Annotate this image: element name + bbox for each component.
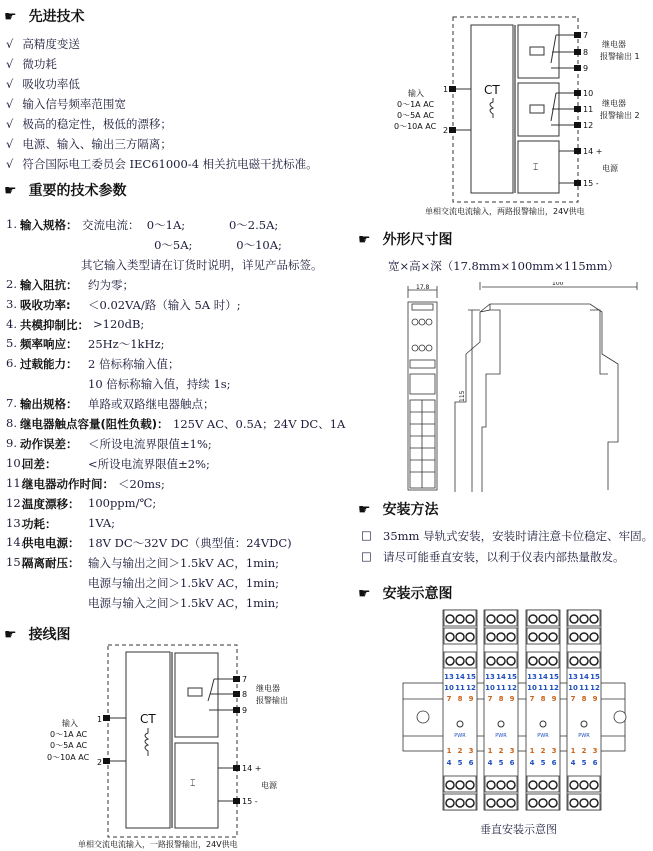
range-5a: 0～5A AC: [50, 741, 88, 750]
terminal-number: 2: [457, 747, 463, 755]
terminal-number: 11: [455, 684, 465, 692]
param-key: 吸收功率:: [20, 297, 71, 312]
terminal-14: 14 +: [583, 147, 603, 156]
param-key: 继电器动作时间：: [22, 476, 114, 491]
range-5a: 0～5A AC: [397, 111, 435, 120]
param-key: 功耗：: [22, 516, 57, 531]
pwr-label: PWR: [537, 733, 549, 739]
terminal-number: 8: [498, 695, 504, 703]
install-caption: 垂直安装示意图: [480, 823, 557, 836]
param-value: 单路或双路继电器触点；: [88, 397, 215, 412]
terminal-number: 13: [568, 673, 578, 681]
feature-text: 高精度变送: [22, 37, 80, 51]
checkbox-icon: □: [361, 549, 372, 563]
terminal-number: 1: [570, 747, 576, 755]
terminal-number: 15: [549, 673, 559, 681]
terminal-number: 7: [529, 695, 535, 703]
range-10a: 0～10A AC: [394, 122, 437, 131]
param-number: 4.: [6, 316, 17, 331]
height-dim: 115: [459, 390, 466, 402]
check-icon: √: [6, 117, 14, 131]
terminal-9: 9: [242, 706, 248, 715]
param-number: 5.: [6, 336, 17, 351]
param-value: ＜20ms;: [118, 476, 165, 491]
terminal-number: 4: [446, 759, 452, 767]
terminal-number: 7: [570, 695, 576, 703]
terminal-number: 5: [581, 759, 587, 767]
terminal-8: 8: [583, 48, 589, 57]
terminal-10: 10: [583, 89, 594, 98]
feature-item: [6, 76, 80, 92]
terminal-number: 12: [466, 684, 476, 692]
param-key: 隔离耐压：: [22, 556, 80, 571]
param-key: 频率响应：: [20, 337, 78, 352]
param-key: 共模抑制比：: [20, 317, 89, 332]
param-key: 温度漂移：: [22, 496, 80, 511]
relay-block: [175, 653, 218, 737]
transformer-icon: ⌶: [533, 163, 539, 173]
param-value: 10 倍标称输入值，持续 1s;: [88, 377, 231, 392]
terminal-number: 5: [498, 759, 504, 767]
power-label: 电源: [602, 164, 618, 173]
terminal-number: 14: [455, 673, 465, 681]
install-diagram: [395, 600, 653, 815]
terminal-number: 2: [581, 747, 587, 755]
terminal-number: 6: [592, 759, 598, 767]
param-value: 125V AC、0.5A；24V DC、1A: [173, 417, 346, 431]
param-number: 7.: [6, 396, 17, 411]
pointing-hand-icon: ☛: [358, 502, 371, 518]
param-number: 11.: [6, 475, 25, 490]
param-value: 2 倍标称输入值；: [88, 357, 180, 372]
feature-text: 电源、输入、输出三方隔离；: [22, 137, 172, 151]
front-view: [408, 302, 437, 490]
param-number: 6.: [6, 356, 17, 371]
pointing-hand-icon: ☛: [358, 232, 371, 248]
terminal-number: 6: [551, 759, 557, 767]
relay1-label-2: 报警输出 1: [600, 52, 640, 61]
input-label: 输入: [408, 89, 424, 98]
terminal-number: 6: [468, 759, 474, 767]
feature-item: [6, 156, 318, 172]
terminal-number: 4: [487, 759, 493, 767]
terminal-number: 15: [590, 673, 600, 681]
param-number: 9.: [6, 435, 17, 450]
param-key: 动作误差：: [20, 436, 78, 451]
feature-item: [6, 56, 57, 72]
terminal-number: 11: [538, 684, 548, 692]
terminal-number: 14: [538, 673, 548, 681]
side-view: [455, 304, 618, 492]
param-value: 交流电流： 0～1A; 0～2.5A;: [82, 218, 279, 232]
terminal-2: 2: [97, 758, 103, 767]
terminal-number: 12: [549, 684, 559, 692]
terminal-number: 8: [581, 695, 587, 703]
param-value: 18V DC～32V DC（典型值：24VDC): [88, 536, 292, 551]
pwr-label: PWR: [578, 733, 590, 739]
terminal-1: 1: [97, 715, 103, 724]
range-1a: 0～1A AC: [50, 730, 88, 739]
terminal-number: 12: [507, 684, 517, 692]
param-key: 继电器触点容量(阻性负载)：: [20, 417, 169, 431]
terminal-9: 9: [583, 64, 589, 73]
pointing-hand-icon: ☛: [4, 627, 17, 643]
terminal-number: 8: [540, 695, 546, 703]
feature-text: 吸收功率低: [22, 77, 80, 91]
wiring-diagram-dual: [350, 0, 653, 222]
pwr-label: PWR: [495, 733, 507, 739]
ct-label: CT: [140, 712, 156, 726]
terminal-number: 9: [509, 695, 515, 703]
terminal-number: 7: [446, 695, 452, 703]
wiring-diagram-single: [0, 640, 350, 851]
range-1a: 0～1A AC: [397, 100, 435, 109]
terminal-number: 3: [468, 747, 474, 755]
param-number: 12.: [6, 495, 25, 510]
param-value: <所设电流界限值±2%;: [88, 456, 210, 471]
terminal-number: 10: [568, 684, 578, 692]
terminal-number: 1: [446, 747, 452, 755]
terminal-11: 11: [583, 105, 594, 114]
terminal-number: 8: [457, 695, 463, 703]
terminal-8: 8: [242, 690, 248, 699]
param-value: ＜0.02VA/路（输入 5A 时）;: [88, 297, 241, 312]
param-key: 过载能力：: [20, 357, 78, 372]
feature-text: 微功耗: [22, 57, 57, 71]
install-item: 35mm 导轨式安装，安装时请注意卡位稳定、牢固。: [383, 529, 653, 543]
install-diagram-heading: ☛ 安装示意图: [358, 586, 453, 602]
depth-dim: 100: [552, 282, 564, 287]
features-heading: ☛ 先进技术: [4, 9, 85, 25]
transformer-icon: ⌶: [190, 779, 196, 789]
terminal-number: 5: [457, 759, 463, 767]
ct-block: [471, 25, 513, 193]
check-icon: √: [6, 37, 14, 51]
power-block: [518, 141, 559, 193]
param-number: 1.: [6, 217, 17, 231]
terminal-number: 10: [485, 684, 495, 692]
terminal-number: 13: [527, 673, 537, 681]
coil-icon: [490, 98, 493, 118]
param-value: 约为零；: [88, 277, 134, 292]
relay2-label-2: 报警输出 2: [600, 111, 640, 120]
terminal-2: 2: [443, 126, 449, 135]
pwr-label: PWR: [454, 733, 466, 739]
param-value: 25Hz～1kHz;: [88, 337, 165, 352]
relay2-label: 继电器: [602, 99, 626, 108]
param-number: 13.: [6, 515, 25, 530]
terminal-number: 13: [485, 673, 495, 681]
param-value: 电源与输出之间＞1.5kV AC，1min;: [88, 576, 280, 591]
relay1-label: 继电器: [602, 40, 626, 49]
param-number: 10.: [6, 455, 25, 470]
terminal-number: 7: [487, 695, 493, 703]
dimensions-text: 宽×高×深（17.8mm×100mm×115mm）: [388, 259, 619, 273]
coil-icon: [145, 728, 148, 756]
wiring-caption: 单相交流电流输入，两路报警输出，24V供电: [425, 207, 585, 216]
terminal-number: 5: [540, 759, 546, 767]
module: [526, 610, 560, 810]
feature-text: 极高的稳定性，极低的漂移；: [22, 117, 172, 131]
param-value: 输入与输出之间＞1.5kV AC，1min;: [88, 556, 280, 571]
params-heading: ☛ 重要的技术参数: [4, 183, 127, 199]
terminal-number: 4: [529, 759, 535, 767]
param-key: 回差：: [22, 456, 57, 471]
param-value: ＜所设电流界限值±1%;: [88, 436, 212, 451]
terminal-number: 6: [509, 759, 515, 767]
check-icon: √: [6, 157, 14, 171]
param-number: 3.: [6, 296, 17, 311]
terminal-number: 3: [551, 747, 557, 755]
param-number: 2.: [6, 276, 17, 291]
check-icon: √: [6, 77, 14, 91]
param-number: 15.: [6, 555, 25, 570]
relay-label: 继电器: [256, 684, 280, 693]
terminal-number: 1: [487, 747, 493, 755]
relay-coil-icon: [530, 47, 544, 55]
terminal-15: 15 -: [583, 179, 599, 188]
terminal-number: 12: [590, 684, 600, 692]
pointing-hand-icon: ☛: [358, 586, 371, 602]
terminal-1: 1: [443, 85, 449, 94]
terminal-7: 7: [242, 675, 248, 684]
terminal-number: 4: [570, 759, 576, 767]
terminal-number: 15: [466, 673, 476, 681]
param-value: 电源与输入之间＞1.5kV AC，1min;: [88, 596, 280, 611]
terminal-number: 2: [540, 747, 546, 755]
module: [567, 610, 601, 810]
terminal-number: 3: [509, 747, 515, 755]
terminal-number: 14: [496, 673, 506, 681]
range-10a: 0～10A AC: [47, 753, 90, 762]
module: [484, 610, 518, 810]
feature-item: [6, 116, 172, 132]
terminal-number: 14: [579, 673, 589, 681]
feature-text: 输入信号频率范围宽: [22, 97, 126, 111]
module: [443, 610, 477, 810]
dimension-drawing: [350, 282, 653, 492]
param-key: 输入规格：: [20, 218, 78, 232]
dimensions-heading: ☛ 外形尺寸图: [358, 232, 453, 248]
feature-item: [6, 36, 80, 52]
param-value: 1VA;: [88, 515, 116, 530]
param-key: 输出规格：: [20, 397, 78, 412]
param-number: 8.: [6, 416, 17, 430]
terminal-number: 15: [507, 673, 517, 681]
wiring-caption: 单相交流电流输入，一路报警输出，24V供电: [78, 840, 238, 849]
param-key: 供电电源：: [22, 536, 80, 551]
param-number: 14.: [6, 535, 25, 550]
terminal-14: 14 +: [242, 764, 262, 773]
terminal-15: 15 -: [242, 797, 258, 806]
param-key: 输入阻抗：: [20, 277, 78, 292]
relay-label-2: 报警输出: [256, 696, 288, 705]
check-icon: √: [6, 97, 14, 111]
param-value: 其它输入类型请在订货时说明，详见产品标签。: [81, 257, 323, 272]
terminal-12: 12: [583, 121, 594, 130]
pointing-hand-icon: ☛: [4, 9, 17, 25]
terminal-number: 9: [592, 695, 598, 703]
power-label: 电源: [261, 781, 277, 790]
wiring-heading: ☛ 接线图: [4, 627, 71, 643]
feature-item: [6, 136, 172, 152]
terminal-7: 7: [583, 31, 589, 40]
terminal-number: 2: [498, 747, 504, 755]
install-heading: ☛ 安装方法: [358, 502, 439, 518]
relay-coil-icon: [188, 688, 202, 696]
param-value: 100ppm/℃;: [88, 495, 157, 510]
terminal-number: 10: [444, 684, 454, 692]
terminal-number: 3: [592, 747, 598, 755]
param-value: 0～5A; 0～10A;: [81, 237, 282, 252]
feature-item: [6, 96, 126, 112]
relay-coil-icon: [530, 105, 544, 113]
ct-block: [126, 652, 170, 828]
install-item: 请尽可能垂直安装，以利于仪表内部热量散发。: [383, 550, 625, 564]
feature-text: 符合国际电工委员会 IEC61000-4 相关抗电磁干扰标准。: [22, 157, 318, 171]
terminal-number: 11: [496, 684, 506, 692]
input-label: 输入: [62, 719, 78, 728]
check-icon: √: [6, 137, 14, 151]
ct-label: CT: [484, 83, 500, 97]
terminal-number: 1: [529, 747, 535, 755]
width-dim: 17.8: [416, 284, 430, 291]
check-icon: √: [6, 57, 14, 71]
checkbox-icon: □: [361, 528, 372, 542]
param-value: >120dB;: [93, 316, 145, 331]
pointing-hand-icon: ☛: [4, 183, 17, 199]
terminal-number: 10: [527, 684, 537, 692]
terminal-number: 9: [551, 695, 557, 703]
terminal-number: 11: [579, 684, 589, 692]
power-block: [175, 743, 218, 828]
terminal-number: 13: [444, 673, 454, 681]
terminal-number: 9: [468, 695, 474, 703]
